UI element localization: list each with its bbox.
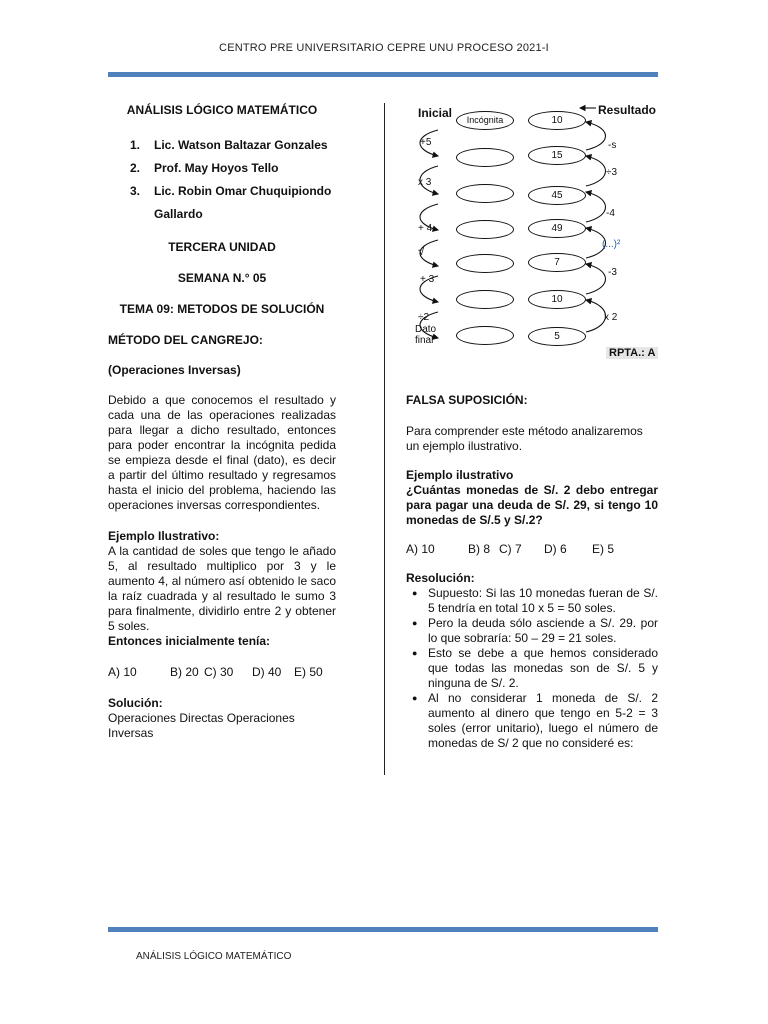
op-inverse-5: -3 [608,267,617,278]
method-title: MÉTODO DEL CANGREJO: [108,333,263,347]
footer-rule [108,927,658,932]
method-subtitle: (Operaciones Inversas) [108,363,241,377]
list-item: ● Esto se debe a que hemos considerado que todas las monedas son de S/. 5 y ninguna de S/. 2. [406,646,658,691]
answer-badge: RPTA.: A [606,347,658,359]
oval-value: 49 [528,219,586,238]
op-inverse-2: ÷3 [606,167,618,178]
oval-left-empty [456,254,514,273]
option-b: B) 8 [468,542,491,556]
label-result: Resultado [598,103,657,117]
label-initial: Inicial [418,106,453,120]
oval-value: 10 [528,290,586,309]
left-column [108,100,336,741]
op-inverse-3: -4 [606,208,615,219]
option-a: A) 10 [108,665,137,679]
example-title-right: Ejemplo ilustrativo [406,468,514,482]
author-item: 1. Lic. Watson Baltazar Gonzales [130,138,328,152]
example-options [108,665,336,680]
crab-method-diagram [398,100,660,368]
resolution-title: Resolución: [406,571,475,585]
example-question-right: ¿Cuántas monedas de S/. 2 debo entregar para pagar una deuda de S/. 29, si tengo 10 monedas de S/.5 y S/.2? [406,483,658,527]
example-question: Entonces inicialmente tenía: [108,634,271,648]
author-item: 3. Lic. Robin Omar Chuquipiondo Gallardo [130,184,332,221]
option-d: D) 40 [252,665,282,679]
oval-left-empty [456,184,514,203]
option-a: A) 10 [406,542,435,556]
author-item: 2. Prof. May Hoyos Tello [130,161,279,175]
author-list [108,134,336,226]
oval-left-empty [456,326,514,345]
resolution-list [406,586,658,751]
oval-value: 45 [528,186,586,205]
arc-right-5 [586,156,606,186]
options-right [406,542,658,557]
op-direct-6: ÷2 [418,312,430,323]
list-item: ● Supuesto: Si las 10 monedas fueran de S/. 5 tendría en total 10 x 5 = 50 soles. [406,586,658,616]
unit-title: TERCERA UNIDAD [168,240,276,254]
method-paragraph: Debido a que conocemos el resultado y cada una de las operaciones realizadas para llegar a dicho resultado, entonces para poder encontrar la incógnita pedida se empieza desde el final (dato), es decir a partir del último resultado y regresamos hasta el inicio del problema, haciendo las operaciones inversas correspondientes. [108,393,336,512]
oval-value: 15 [528,146,586,165]
example-text: A la cantidad de soles que tengo le añado 5, al resultado multiplico por 3 y le aumento 4, al número así obtenido le saco la raíz cuadrada y al resultado le sumo 3 para finalmente, dividirlo entre 2 y obtener 5 soles. [108,544,336,633]
oval-unknown: Incógnita [456,111,514,130]
op-inverse-6: x 2 [604,312,618,323]
example-title: Ejemplo Ilustrativo: [108,529,220,543]
arc-right-1 [586,300,606,332]
op-direct-1: +5 [420,137,432,148]
op-inverse-4: (...)² [602,239,621,250]
op-direct-5: + 3 [420,274,435,285]
solution-title: Solución: [108,696,163,710]
intro-text: Para comprender este método analizaremos un ejemplo ilustrativo. [406,424,643,453]
page-header: CENTRO PRE UNIVERSITARIO CEPRE UNU PROCESO 2021-I [219,42,549,54]
topic-title: TEMA 09: METODOS DE SOLUCIÓN [119,302,325,316]
option-d: D) 6 [544,542,567,556]
option-e: E) 50 [294,665,323,679]
op-direct-4: √ [418,244,425,258]
column-divider [384,103,385,775]
week-title: SEMANA N.° 05 [177,271,267,285]
course-title: ANÁLISIS LÓGICO MATEMÁTICO [126,103,318,117]
right-column [406,393,658,751]
page-footer: ANÁLISIS LÓGICO MATEMÁTICO [136,951,292,962]
list-item: ● Pero la deuda sólo asciende a S/. 29. por lo que sobraría: 50 – 29 = 21 soles. [406,616,658,646]
solution-text: Operaciones Directas Operaciones Inversas [108,711,295,740]
arc-right-6 [586,122,606,150]
oval-value: 5 [528,327,586,346]
arc-right-4 [586,192,606,222]
section-title: FALSA SUPOSICIÓN: [406,393,528,407]
oval-value: 7 [528,253,586,272]
option-c: C) 30 [204,665,234,679]
label-final: Dato final [415,324,437,346]
oval-left-empty [456,148,514,167]
option-b: B) 20 [170,665,199,679]
list-item: ● Al no considerar 1 moneda de S/. 2 aumento al dinero que tengo en 5-2 = 3 soles (error unitario), luego el número de monedas de S/ 2 que no consideré es: [406,691,658,751]
op-inverse-1: -s [608,140,617,151]
op-direct-2: x 3 [418,177,432,188]
op-direct-3: + 4 [418,223,433,234]
oval-left-empty [456,220,514,239]
option-c: C) 7 [499,542,522,556]
header-rule [108,72,658,77]
option-e: E) 5 [592,542,615,556]
oval-value: 10 [528,111,586,130]
diagram-arrows [398,100,660,368]
oval-left-empty [456,290,514,309]
arc-right-2 [586,264,606,294]
